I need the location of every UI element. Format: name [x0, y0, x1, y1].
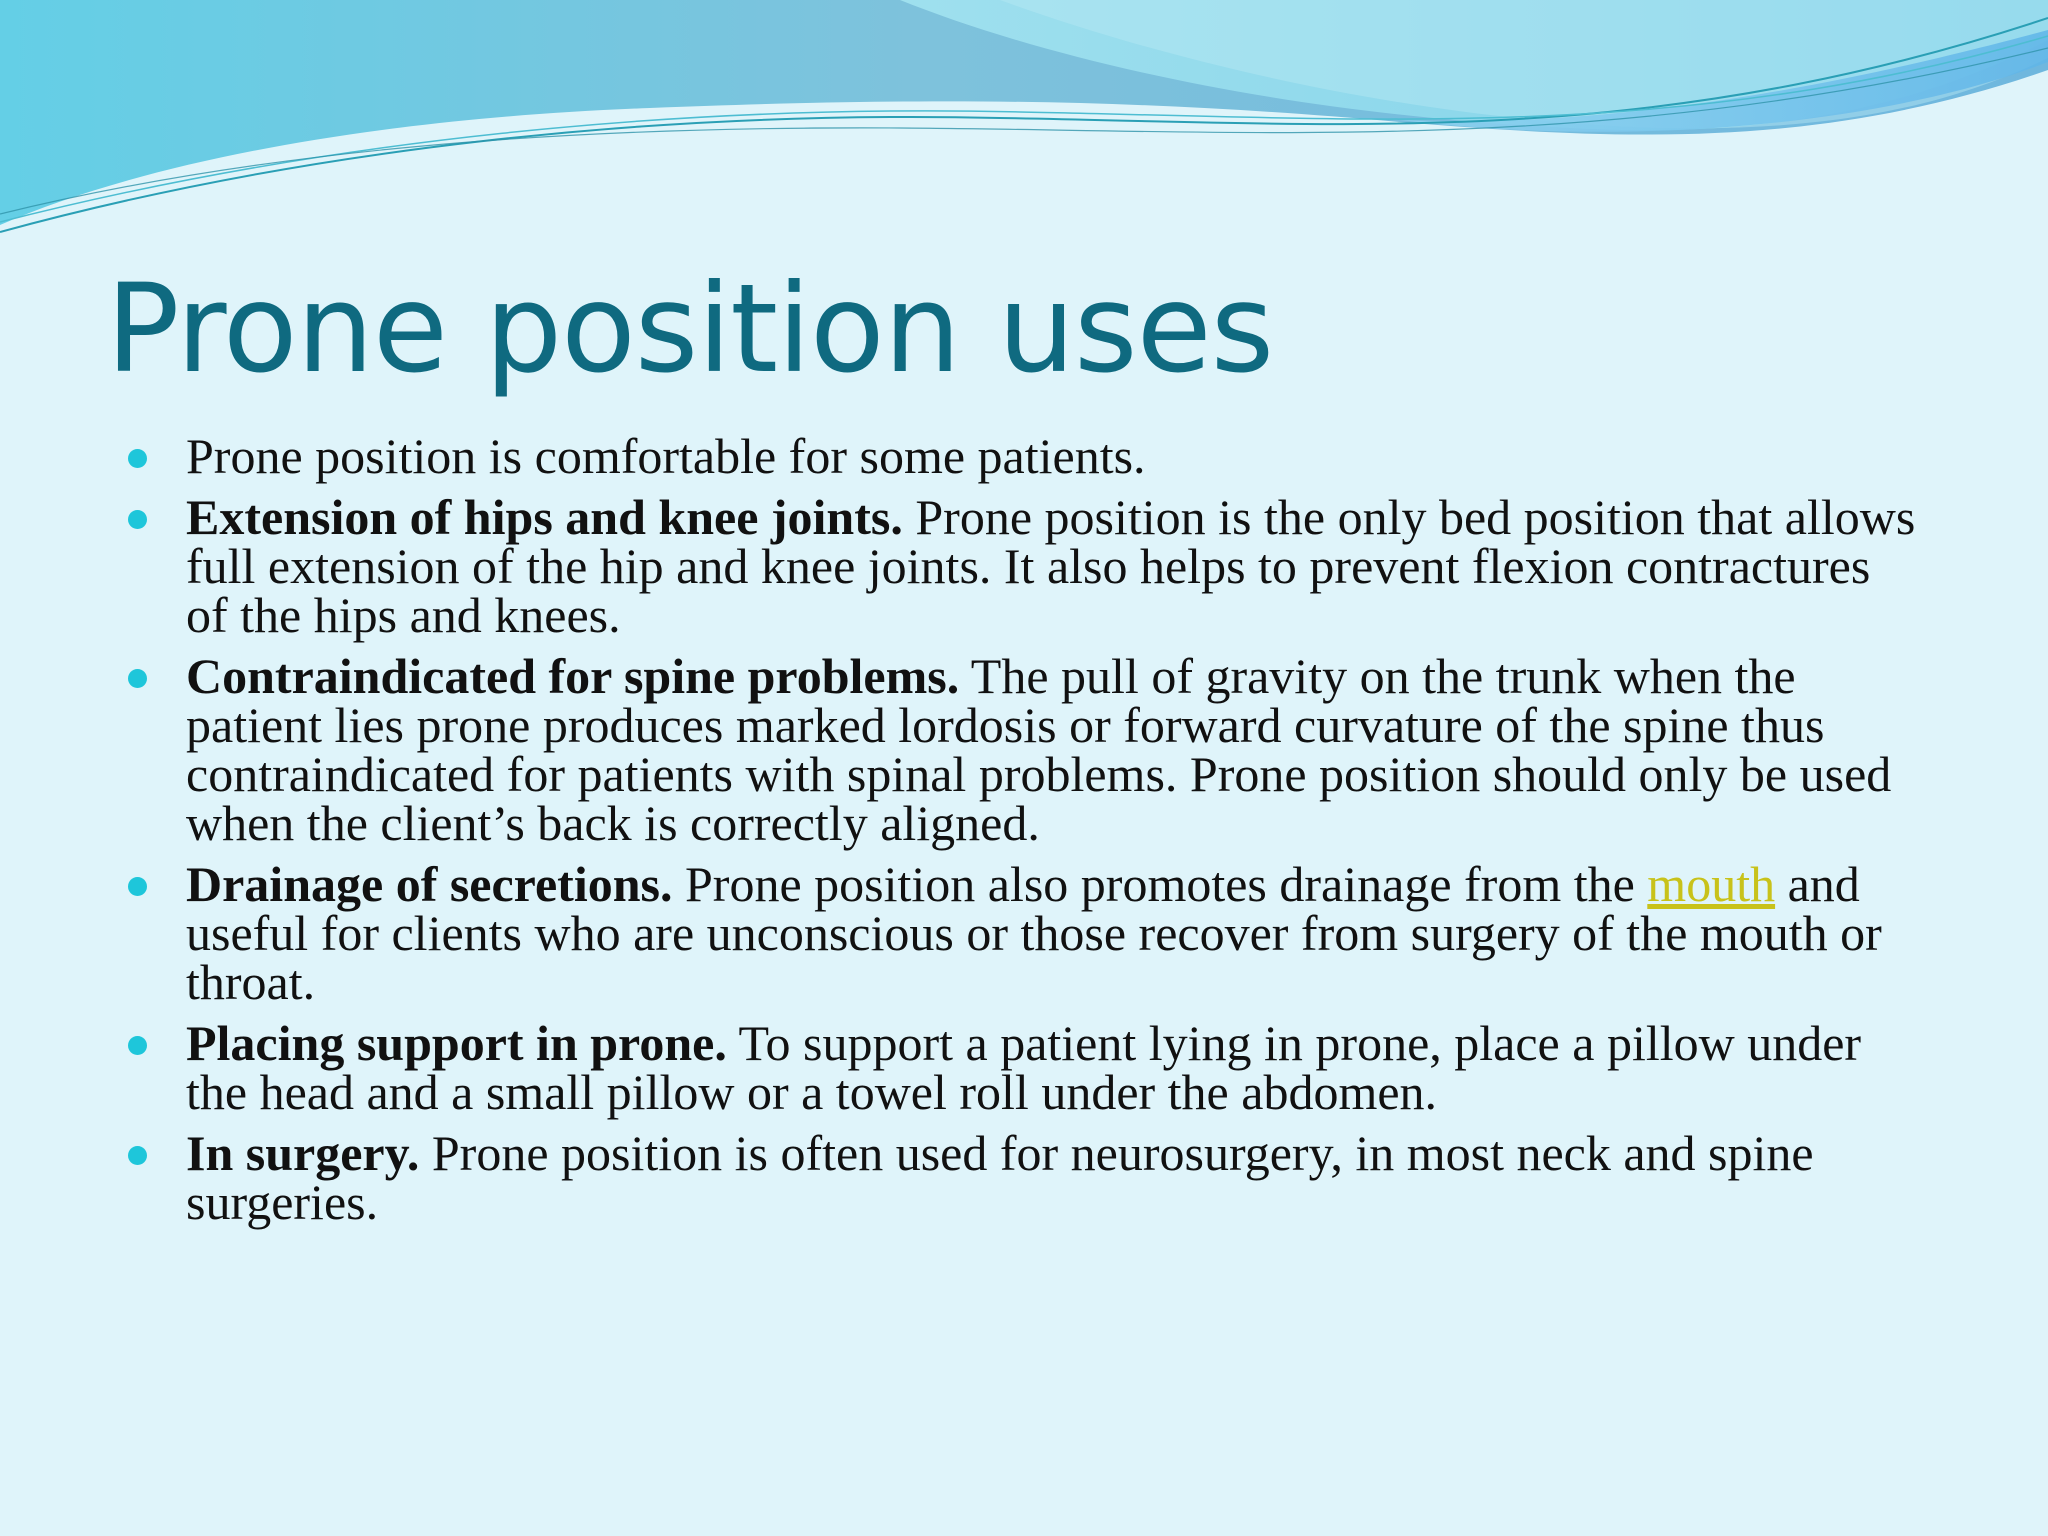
- bullet-heading: In surgery.: [186, 1125, 420, 1181]
- bullet-dot-icon: [128, 669, 147, 688]
- bullet-heading: Contraindicated for spine problems.: [186, 648, 960, 704]
- bullet-dot-icon: [128, 510, 147, 529]
- bullet-heading: Drainage of secretions.: [186, 856, 673, 912]
- mouth-link[interactable]: mouth: [1647, 856, 1776, 912]
- bullet-text: The pull of gravity on the trunk when the patient lies prone produces marked lordosis or forward curvature of the spine thus contraindicated for patients with spinal problems. Prone position should only be used when the client’s back is correctly aligned.: [186, 648, 1892, 851]
- bullet-heading: Extension of hips and knee joints.: [186, 489, 903, 545]
- list-item: [120, 856, 1920, 1010]
- decorative-wave-header: [0, 0, 2048, 260]
- list-item: [120, 428, 1920, 484]
- bullet-dot-icon: [128, 1036, 147, 1055]
- bullet-dot-icon: [128, 1146, 147, 1165]
- list-item: [120, 489, 1920, 643]
- bullet-dot-icon: [128, 449, 147, 468]
- bullet-text: Prone position is comfortable for some patients.: [186, 428, 1146, 484]
- list-item: [120, 648, 1920, 851]
- bullet-list: [120, 428, 1920, 1239]
- slide-title: Prone position uses: [106, 258, 1274, 400]
- bullet-dot-icon: [128, 877, 147, 896]
- bullet-heading: Placing support in prone.: [186, 1015, 727, 1071]
- bullet-text: To support a patient lying in prone, place a pillow under the head and a small pillow or a towel roll under the abdomen.: [186, 1015, 1862, 1120]
- bullet-text: Prone position is the only bed position that allows full extension of the hip and knee joints. It also helps to prevent flexion contractures of the hips and knees.: [186, 489, 1916, 643]
- bullet-text: Prone position also promotes drainage from the: [672, 856, 1648, 912]
- bullet-text: Prone position is often used for neurosurgery, in most neck and spine surgeries.: [186, 1125, 1814, 1230]
- bullet-text: and useful for clients who are unconscious or those recover from surgery of the mouth or throat.: [186, 856, 1882, 1010]
- list-item: [120, 1015, 1920, 1120]
- list-item: [120, 1125, 1920, 1230]
